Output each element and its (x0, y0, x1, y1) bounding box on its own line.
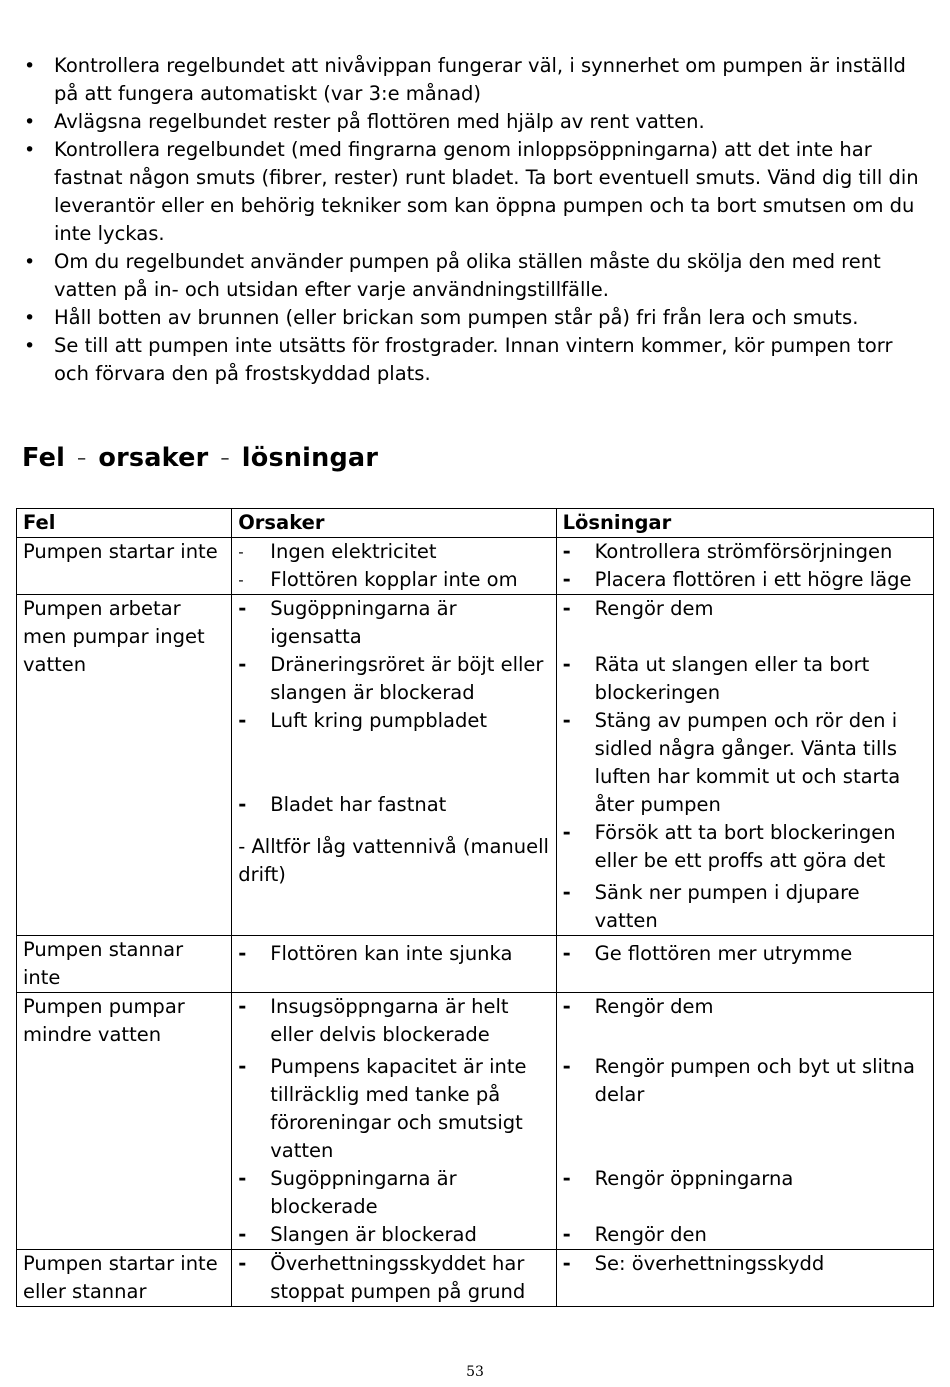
fault-cell: Pumpen stannar inte (17, 936, 232, 993)
solution-cell (556, 595, 933, 936)
maintenance-bullet-list (22, 52, 932, 388)
cause-item: - Pumpens kapacitet är inte tillräcklig med tanke på föroreningar och smutsigt vatten (238, 1055, 527, 1162)
list-item: • Om du regelbundet använder pumpen på olika ställen måste du skölja den med rent vatten på in- och utsidan efter varje användningstillfälle. (24, 250, 881, 301)
solution-item: - Rengör pumpen och byt ut slitna delar (562, 1055, 915, 1106)
cause-item: - Luft kring pumpbladet (238, 709, 488, 732)
section-heading: Fel – orsaker – lösningar (22, 443, 379, 473)
solution-item: - Rengör dem (562, 597, 714, 620)
cause-item: - Bladet har fastnat (238, 793, 447, 816)
column-header-fel: Fel (17, 509, 232, 538)
cause-item: - Sugöppningarna är blockerade (238, 1167, 457, 1218)
bullet-icon: • (24, 139, 36, 161)
cause-item: - Överhettningsskyddet har stoppat pumpen på grund (238, 1252, 526, 1303)
table-row (17, 936, 934, 993)
cause-cell (232, 936, 556, 993)
bullet-icon: • (24, 335, 36, 357)
cause-item: - Alltför låg vattennivå (manuell drift) (238, 835, 549, 886)
solution-item: - Försök att ta bort blockeringen eller be ett proffs att göra det (562, 821, 896, 872)
solution-item: - Sänk ner pumpen i djupare vatten (562, 881, 860, 932)
bullet-icon: • (24, 55, 36, 77)
solution-item: - Kontrollera strömförsörjningen (562, 540, 893, 563)
page-number: 53 (466, 1364, 484, 1380)
cause-cell (232, 538, 556, 595)
cause-item: - Flottören kan inte sjunka (238, 942, 513, 965)
bullet-icon: • (24, 111, 36, 133)
solution-cell (556, 936, 933, 993)
column-header-losningar: Lösningar (556, 509, 933, 538)
cause-item: - Ingen elektricitet (238, 540, 437, 563)
solution-item: - Rengör dem (562, 995, 714, 1018)
solution-cell (556, 1250, 933, 1307)
list-item: • Avlägsna regelbundet rester på flottören med hjälp av rent vatten. (22, 108, 932, 136)
list-item: • Se till att pumpen inte utsätts för frostgrader. Innan vintern kommer, kör pumpen torr och förvara den på frostskyddad plats. (24, 334, 893, 385)
bullet-icon: • (24, 307, 36, 329)
cause-item: - Dräneringsröret är böjt eller slangen är blockerad (238, 653, 544, 704)
table-row (17, 538, 934, 595)
cause-cell (232, 595, 556, 936)
solution-cell (556, 538, 933, 595)
bullet-icon: • (24, 251, 36, 273)
solution-item: - Rengör den (562, 1223, 707, 1246)
solution-cell (556, 993, 933, 1250)
solution-item: - Se: överhettningsskydd (562, 1252, 825, 1275)
cause-item: - Insugsöppngarna är helt eller delvis blockerade (238, 995, 509, 1046)
solution-item: - Stäng av pumpen och rör den i sidled några gånger. Vänta tills luften har kommit ut och starta åter pumpen (562, 709, 901, 816)
solution-item: - Rengör öppningarna (562, 1167, 794, 1190)
solution-item: - Räta ut slangen eller ta bort blockeringen (562, 653, 870, 704)
fault-cell: Pumpen startar inte (17, 538, 232, 595)
list-item: • Kontrollera regelbundet (med fingrarna genom inloppsöppningarna) att det inte har fastnat någon smuts (fibrer, rester) runt bladet. Ta bort eventuell smuts. Vänd dig till din leverantör eller en behörig tekniker som kan öppna pumpen och ta bort smutsen om du inte lyckas. (24, 138, 919, 245)
fault-cell: Pumpen pumpar mindre vatten (17, 993, 232, 1250)
cause-item: - Flottören kopplar inte om (238, 568, 518, 591)
solution-item: - Ge flottören mer utrymme (562, 942, 853, 965)
solution-item: - Placera flottören i ett högre läge (562, 568, 912, 591)
cause-cell (232, 1250, 556, 1307)
list-item: • Håll botten av brunnen (eller brickan som pumpen står på) fri från lera och smuts. (22, 304, 932, 332)
cause-cell (232, 993, 556, 1250)
table-row (17, 595, 934, 936)
table-header-row (17, 509, 934, 538)
list-item: • Kontrollera regelbundet att nivåvippan fungerar väl, i synnerhet om pumpen är inställd på att fungera automatiskt (var 3:e månad) (24, 54, 906, 105)
table-row (17, 1250, 934, 1307)
column-header-orsaker: Orsaker (232, 509, 556, 538)
cause-item: - Slangen är blockerad (238, 1223, 477, 1246)
cause-item: - Sugöppningarna är igensatta (238, 597, 457, 648)
table-row (17, 993, 934, 1250)
troubleshooting-table (16, 508, 934, 1307)
fault-cell: Pumpen startar inte eller stannar (17, 1250, 232, 1307)
fault-cell: Pumpen arbetar men pumpar inget vatten (17, 595, 232, 936)
